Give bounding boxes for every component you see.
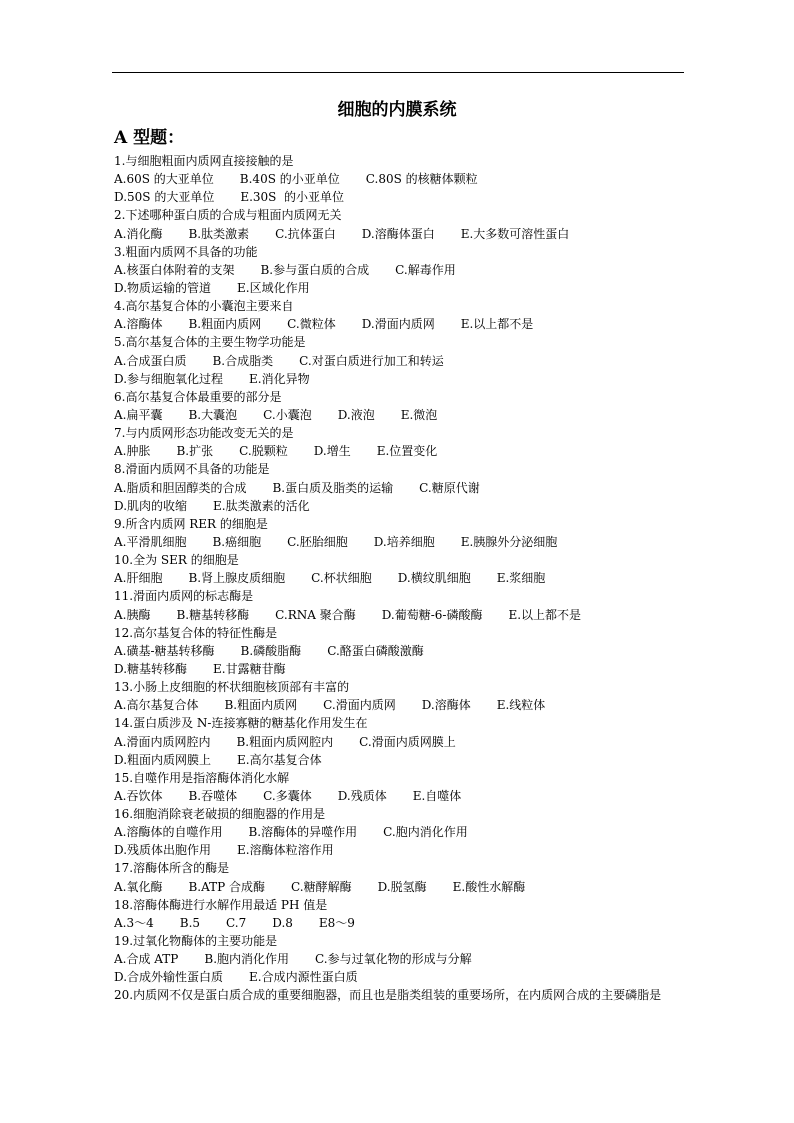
answer-option: E.以上都不是: [460, 317, 534, 332]
answer-option: B.合成脂类: [212, 353, 274, 368]
option-row: [114, 733, 684, 751]
answer-option: A.3～4: [114, 915, 154, 930]
answer-option: A.磺基-糖基转移酶: [114, 643, 215, 658]
answer-option: B.参与蛋白质的合成: [260, 262, 370, 277]
question-stem: 2.下述哪种蛋白质的合成与粗面内质网无关: [114, 208, 342, 223]
option-row: [114, 914, 684, 932]
question-stem: 8.滑面内质网不具备的功能是: [114, 462, 270, 477]
answer-option: C.酪蛋白磷酸激酶: [327, 643, 424, 658]
answer-option: E.位置变化: [376, 444, 438, 459]
option-row: [114, 315, 684, 333]
question-stem: 14.蛋白质涉及 N-连接寡糖的糖基化作用发生在: [114, 716, 368, 731]
answer-option: C.参与过氧化物的形成与分解: [315, 952, 472, 967]
option-row: [114, 352, 684, 370]
answer-option: B.扩张: [176, 444, 214, 459]
answer-option: C.小囊泡: [263, 407, 312, 422]
answer-option: D.糖基转移酶: [114, 661, 188, 676]
answer-option: E8～9: [318, 915, 355, 930]
answer-option: E.以上都不是: [508, 607, 582, 622]
answer-option: D.培养细胞: [373, 534, 435, 549]
option-row: [114, 479, 684, 497]
option-row: [114, 533, 684, 551]
answer-option: E.溶酶体粒溶作用: [237, 843, 334, 858]
answer-option: C.微粒体: [287, 317, 336, 332]
option-row: [114, 606, 684, 624]
option-row: [114, 370, 684, 388]
answer-option: E.合成内源性蛋白质: [249, 970, 358, 985]
answer-option: D.50S 的大亚单位: [114, 190, 215, 205]
answer-option: B.溶酶体的异噬作用: [248, 825, 358, 840]
question-stem: 7.与内质网形态功能改变无关的是: [114, 426, 294, 441]
option-row: [114, 569, 684, 587]
question-stem: 15.自噬作用是指溶酶体消化水解: [114, 770, 290, 785]
header-rule: [112, 72, 684, 73]
answer-option: D.肌肉的收缩: [114, 498, 188, 513]
answer-option: D.液泡: [337, 407, 375, 422]
answer-option: A.肿胀: [114, 444, 151, 459]
question-stem: 13.小肠上皮细胞的杯状细胞核顶部有丰富的: [114, 680, 350, 695]
answer-option: D.合成外输性蛋白质: [114, 970, 224, 985]
answer-option: E.区域化作用: [237, 280, 310, 295]
option-row: [114, 787, 684, 805]
option-row: [114, 660, 684, 678]
answer-option: B.粗面内质网腔内: [236, 734, 334, 749]
answer-option: C.胚胎细胞: [287, 534, 348, 549]
answer-option: A.吞饮体: [114, 788, 163, 803]
answer-option: C.解毒作用: [395, 262, 456, 277]
option-row: [114, 442, 684, 460]
answer-option: A.溶酶体的自噬作用: [114, 825, 223, 840]
answer-option: A.脂质和胆固醇类的合成: [114, 480, 247, 495]
section-heading: A 型题：: [114, 128, 185, 148]
option-row: [114, 878, 684, 896]
answer-option: C.滑面内质网: [323, 698, 396, 713]
question-stem: 10.全为 SER 的细胞是: [114, 553, 239, 568]
question-stem: 5.高尔基复合体的主要生物学功能是: [114, 335, 306, 350]
answer-option: A.扁平囊: [114, 407, 163, 422]
question-stem: 3.粗面内质网不具备的功能: [114, 244, 258, 259]
question-stem: 18.溶酶体酶进行水解作用最适 PH 值是: [114, 897, 328, 912]
answer-option: D.溶酶体蛋白: [361, 226, 435, 241]
answer-option: A.平滑肌细胞: [114, 534, 187, 549]
answer-option: C.杯状细胞: [311, 571, 372, 586]
answer-option: E.大多数可溶性蛋白: [460, 226, 570, 241]
answer-option: D.粗面内质网膜上: [114, 752, 212, 767]
question-list: [114, 152, 684, 1005]
answer-option: D.横纹肌细胞: [397, 571, 471, 586]
answer-option: C.80S 的核糖体颗粒: [365, 172, 478, 187]
question-stem: 4.高尔基复合体的小囊泡主要来自: [114, 299, 294, 314]
option-row: [114, 225, 684, 243]
answer-option: C.对蛋白质进行加工和转运: [299, 353, 444, 368]
answer-option: C.脱颗粒: [239, 444, 288, 459]
answer-option: A.合成蛋白质: [114, 353, 187, 368]
question-stem: 9.所含内质网 RER 的细胞是: [114, 516, 268, 531]
answer-option: B.癌细胞: [212, 534, 262, 549]
answer-option: E.30S 的小亚单位: [240, 190, 345, 205]
option-row: [114, 188, 684, 206]
answer-option: E.微泡: [400, 407, 438, 422]
option-row: [114, 279, 684, 297]
answer-option: E.胰腺外分泌细胞: [460, 534, 558, 549]
answer-option: B.蛋白质及脂类的运输: [272, 480, 394, 495]
answer-option: B.磷酸脂酶: [240, 643, 302, 658]
answer-option: C.滑面内质网膜上: [359, 734, 456, 749]
answer-option: C.糖酵解酶: [291, 879, 352, 894]
answer-option: E.自噬体: [412, 788, 462, 803]
answer-option: D.脱氢酶: [377, 879, 427, 894]
answer-option: D.葡萄糖-6-磷酸酶: [381, 607, 483, 622]
answer-option: B.糖基转移酶: [176, 607, 250, 622]
answer-option: B.ATP 合成酶: [188, 879, 266, 894]
answer-option: B.胞内消化作用: [204, 952, 290, 967]
answer-option: A.溶酶体: [114, 317, 163, 332]
answer-option: A.高尔基复合体: [114, 698, 199, 713]
answer-option: C.RNA 聚合酶: [275, 607, 356, 622]
answer-option: A.60S 的大亚单位: [114, 172, 214, 187]
answer-option: D.8: [272, 915, 293, 930]
answer-option: A.氧化酶: [114, 879, 163, 894]
question-stem: 20.内质网不仅是蛋白质合成的重要细胞器，而且也是脂类组装的重要场所，在内质网合成的主要磷脂是: [114, 988, 662, 1003]
answer-option: B.大囊泡: [188, 407, 238, 422]
option-row: [114, 823, 684, 841]
answer-option: A.消化酶: [114, 226, 163, 241]
answer-option: E.酸性水解酶: [452, 879, 526, 894]
answer-option: D.增生: [313, 444, 351, 459]
answer-option: A.肝细胞: [114, 571, 163, 586]
question-stem: 19.过氧化物酶体的主要功能是: [114, 934, 278, 949]
answer-option: D.物质运输的管道: [114, 280, 212, 295]
answer-option: B.粗面内质网: [224, 698, 298, 713]
answer-option: A.胰酶: [114, 607, 151, 622]
answer-option: C.多囊体: [263, 788, 312, 803]
answer-option: E.甘露糖苷酶: [213, 661, 286, 676]
option-row: [114, 968, 684, 986]
answer-option: D.参与细胞氧化过程: [114, 371, 224, 386]
answer-option: C.糖原代谢: [419, 480, 480, 495]
option-row: [114, 751, 684, 769]
question-stem: 1.与细胞粗面内质网直接接触的是: [114, 154, 294, 168]
answer-option: A.合成 ATP: [114, 952, 179, 967]
answer-option: E.线粒体: [496, 698, 546, 713]
answer-option: E.消化异物: [249, 371, 310, 386]
option-row: [114, 170, 684, 188]
answer-option: B.肽类激素: [188, 226, 250, 241]
option-row: [114, 642, 684, 660]
answer-option: B.40S 的小亚单位: [239, 172, 340, 187]
answer-option: D.滑面内质网: [361, 317, 435, 332]
answer-option: B.吞噬体: [188, 788, 238, 803]
answer-option: C.胞内消化作用: [383, 825, 468, 840]
answer-option: D.溶酶体: [421, 698, 471, 713]
answer-option: A.滑面内质网腔内: [114, 734, 211, 749]
option-row: [114, 497, 684, 515]
answer-option: B.粗面内质网: [188, 317, 262, 332]
question-stem: 16.细胞消除衰老破损的细胞器的作用是: [114, 807, 326, 822]
option-row: [114, 261, 684, 279]
option-row: [114, 696, 684, 714]
question-stem: 11.滑面内质网的标志酶是: [114, 589, 254, 604]
option-row: [114, 841, 684, 859]
page-title: 细胞的内膜系统: [337, 100, 457, 120]
question-stem: 6.高尔基复合体最重要的部分是: [114, 389, 282, 404]
answer-option: C.7: [226, 915, 247, 930]
answer-option: B.5: [179, 915, 201, 930]
option-row: [114, 406, 684, 424]
answer-option: E.肽类激素的活化: [213, 498, 310, 513]
answer-option: C.抗体蛋白: [275, 226, 336, 241]
option-row: [114, 950, 684, 968]
answer-option: A.核蛋白体附着的支架: [114, 262, 235, 277]
answer-option: D.残质体: [337, 788, 387, 803]
answer-option: E.浆细胞: [496, 571, 546, 586]
answer-option: E.高尔基复合体: [237, 752, 322, 767]
answer-option: D.残质体出胞作用: [114, 843, 212, 858]
question-stem: 12.高尔基复合体的特征性酶是: [114, 625, 278, 640]
answer-option: B.肾上腺皮质细胞: [188, 571, 286, 586]
question-stem: 17.溶酶体所含的酶是: [114, 861, 230, 876]
